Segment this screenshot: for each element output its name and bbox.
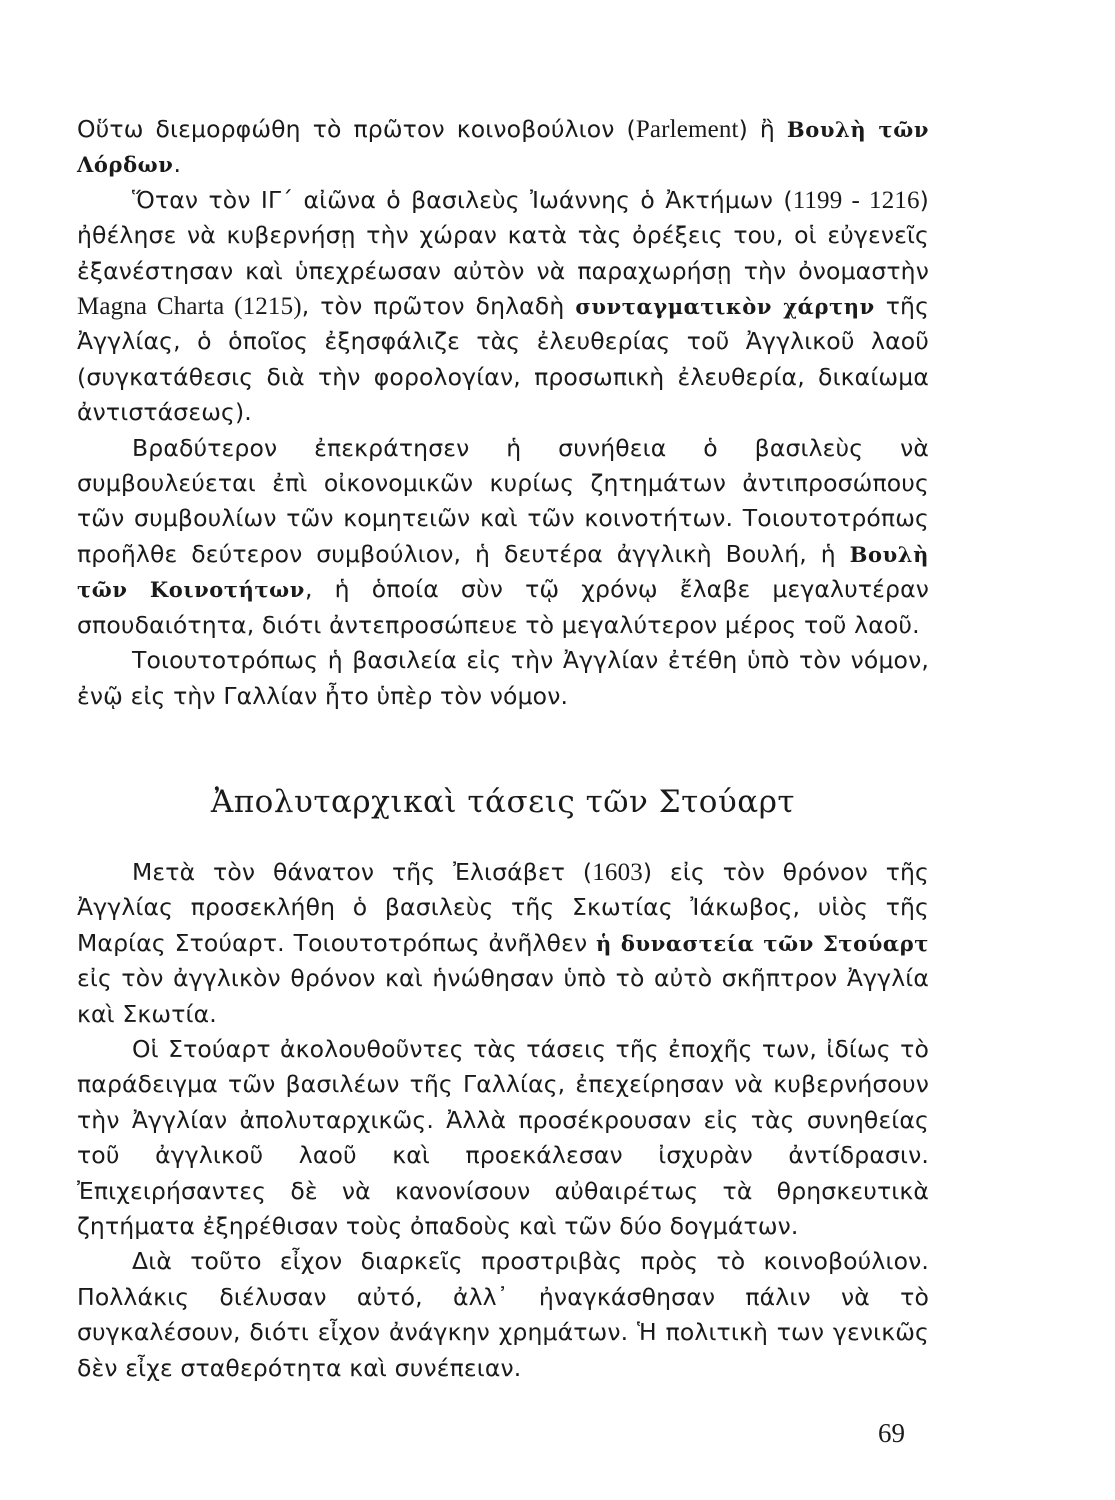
- paragraph-6: [77, 1032, 929, 1244]
- text-span: Ὅταν τὸν ΙΓ΄ αἰῶνα ὁ βασιλεὺς Ἰωάννης ὁ Ἀκτήμων (: [132, 185, 793, 214]
- text-span-latin: 1199 - 1216: [792, 186, 920, 214]
- text-span-latin: 1603: [592, 858, 643, 886]
- bold-term: Βουλὴ τῶν Λόρδων: [77, 117, 929, 178]
- text-span: , ἡ ὁποία σὺν τῷ χρόνῳ ἔλαβε μεγαλυτέραν σπουδαιότητα, διότι ἀντεπροσώπευε τὸ μεγαλύτερον μέρος τοῦ λαοῦ.: [77, 575, 929, 639]
- page-body: [77, 112, 929, 1386]
- text-span: Μετὰ τὸν θάνατον τῆς Ἐλισάβετ (: [132, 857, 593, 886]
- text-span: ) εἰς τὸν θρόνον τῆς Ἀγγλίας προσεκλήθη ὁ βασιλεὺς τῆς Σκωτίας Ἰάκωβος, υἱὸς τῆς Μαρίας Στούαρτ. Τοιουτοτρόπως ἀνῆλθεν: [77, 857, 929, 957]
- text-span: ) ἠθέλησε νὰ κυβερνήσῃ τὴν χώραν κατὰ τὰς ὀρέξεις του, οἱ εὐγενεῖς ἐξανέστησαν καὶ ὑπεχρέωσαν αὐτὸν νὰ παραχωρήσῃ τὴν ὀνομαστὴν: [77, 185, 929, 285]
- paragraph-2: [77, 183, 929, 431]
- page-number: 69: [878, 1418, 905, 1448]
- text-span: Βραδύτερον ἐπεκράτησεν ἡ συνήθεια ὁ βασιλεὺς νὰ συμβουλεύεται ἐπὶ οἰκονομικῶν κυρίως ζητημάτων ἀντιπροσώπους τῶν συμβουλίων τῶν κομητειῶν καὶ τῶν κοινοτήτων. Τοιουτοτρόπως προῆλθε δεύτερον συμβούλιον, ἡ δευτέρα ἀγγλικὴ Βουλή, ἡ: [77, 433, 929, 568]
- text-span: ) ἢ: [738, 115, 787, 143]
- text-span: Οἱ Στούαρτ ἀκολουθοῦντες τὰς τάσεις τῆς ἐποχῆς των, ἰδίως τὸ παράδειγμα τῶν βασιλέων τῆς Γαλλίας, ἐπεχείρησαν νὰ κυβερνήσουν τὴν Ἀγγλίαν ἀπολυταρχικῶς. Ἀλλὰ προσέκρουσαν εἰς τὰς συνηθείας τοῦ ἀγγλικοῦ λαοῦ καὶ προεκάλεσαν ἰσχυρὰν ἀντίδρασιν. Ἐπιχειρήσαντες δὲ νὰ κανονίσουν αὐθαιρέτως τὰ θρησκευτικὰ ζητήματα ἐξηρέθισαν τοὺς ὀπαδοὺς καὶ τῶν δύο δογμάτων.: [77, 1034, 929, 1240]
- text-span: , τὸν πρῶτον δηλαδὴ: [301, 292, 576, 321]
- bold-term: συνταγματικὸν χάρτην: [575, 294, 875, 320]
- paragraph-3: [77, 431, 929, 643]
- paragraph-1: [77, 112, 929, 183]
- text-span: Διὰ τοῦτο εἶχον διαρκεῖς προστριβὰς πρὸς τὸ κοινοβούλιον. Πολλάκις διέλυσαν αὐτό, ἀλλ᾽ ἠναγκάσθησαν πάλιν νὰ τὸ συγκαλέσουν, διότι εἶχον ἀνάγκην χρημάτων. Ἡ πολιτικὴ των γενικῶς δὲν εἶχε σταθερότητα καὶ συνέπειαν.: [77, 1247, 929, 1382]
- bold-term: ἡ δυναστεία τῶν Στούαρτ: [596, 930, 929, 956]
- text-span: εἰς τὸν ἀγγλικὸν θρόνον καὶ ἡνώθησαν ὑπὸ τὸ αὐτὸ σκῆπτρον Ἀγγλία καὶ Σκωτία.: [77, 964, 929, 1028]
- text-span: Τοιουτοτρόπως ἡ βασιλεία εἰς τὴν Ἀγγλίαν ἐτέθη ὑπὸ τὸν νόμον, ἐνῷ εἰς τὴν Γαλλίαν ἦτο ὑπὲρ τὸν νόμον.: [77, 646, 929, 710]
- text-span-latin: Magna Charta (1215): [77, 293, 302, 321]
- section-heading: Ἀπολυταρχικαὶ τάσεις τῶν Στούαρτ: [210, 783, 796, 820]
- paragraph-4: [77, 643, 929, 714]
- bold-term: Βουλὴ τῶν Κοινοτήτων: [77, 541, 929, 603]
- paragraph-5: [77, 855, 929, 1032]
- text-span: Οὕτω διεμορφώθη τὸ πρῶτον κοινοβούλιον (: [77, 115, 636, 143]
- text-span-latin: Parlement: [635, 116, 739, 143]
- text-span: τῆς Ἀγγλίας, ὁ ὁποῖος ἐξησφάλιζε τὰς ἐλευθερίας τοῦ Ἀγγλικοῦ λαοῦ (συγκατάθεσις διὰ τὴν φορολογίαν, προσωπικὴ ἐλευθερία, δικαίωμα ἀντιστάσεως).: [77, 292, 930, 427]
- text-span: .: [173, 150, 182, 179]
- paragraph-7: [77, 1244, 929, 1386]
